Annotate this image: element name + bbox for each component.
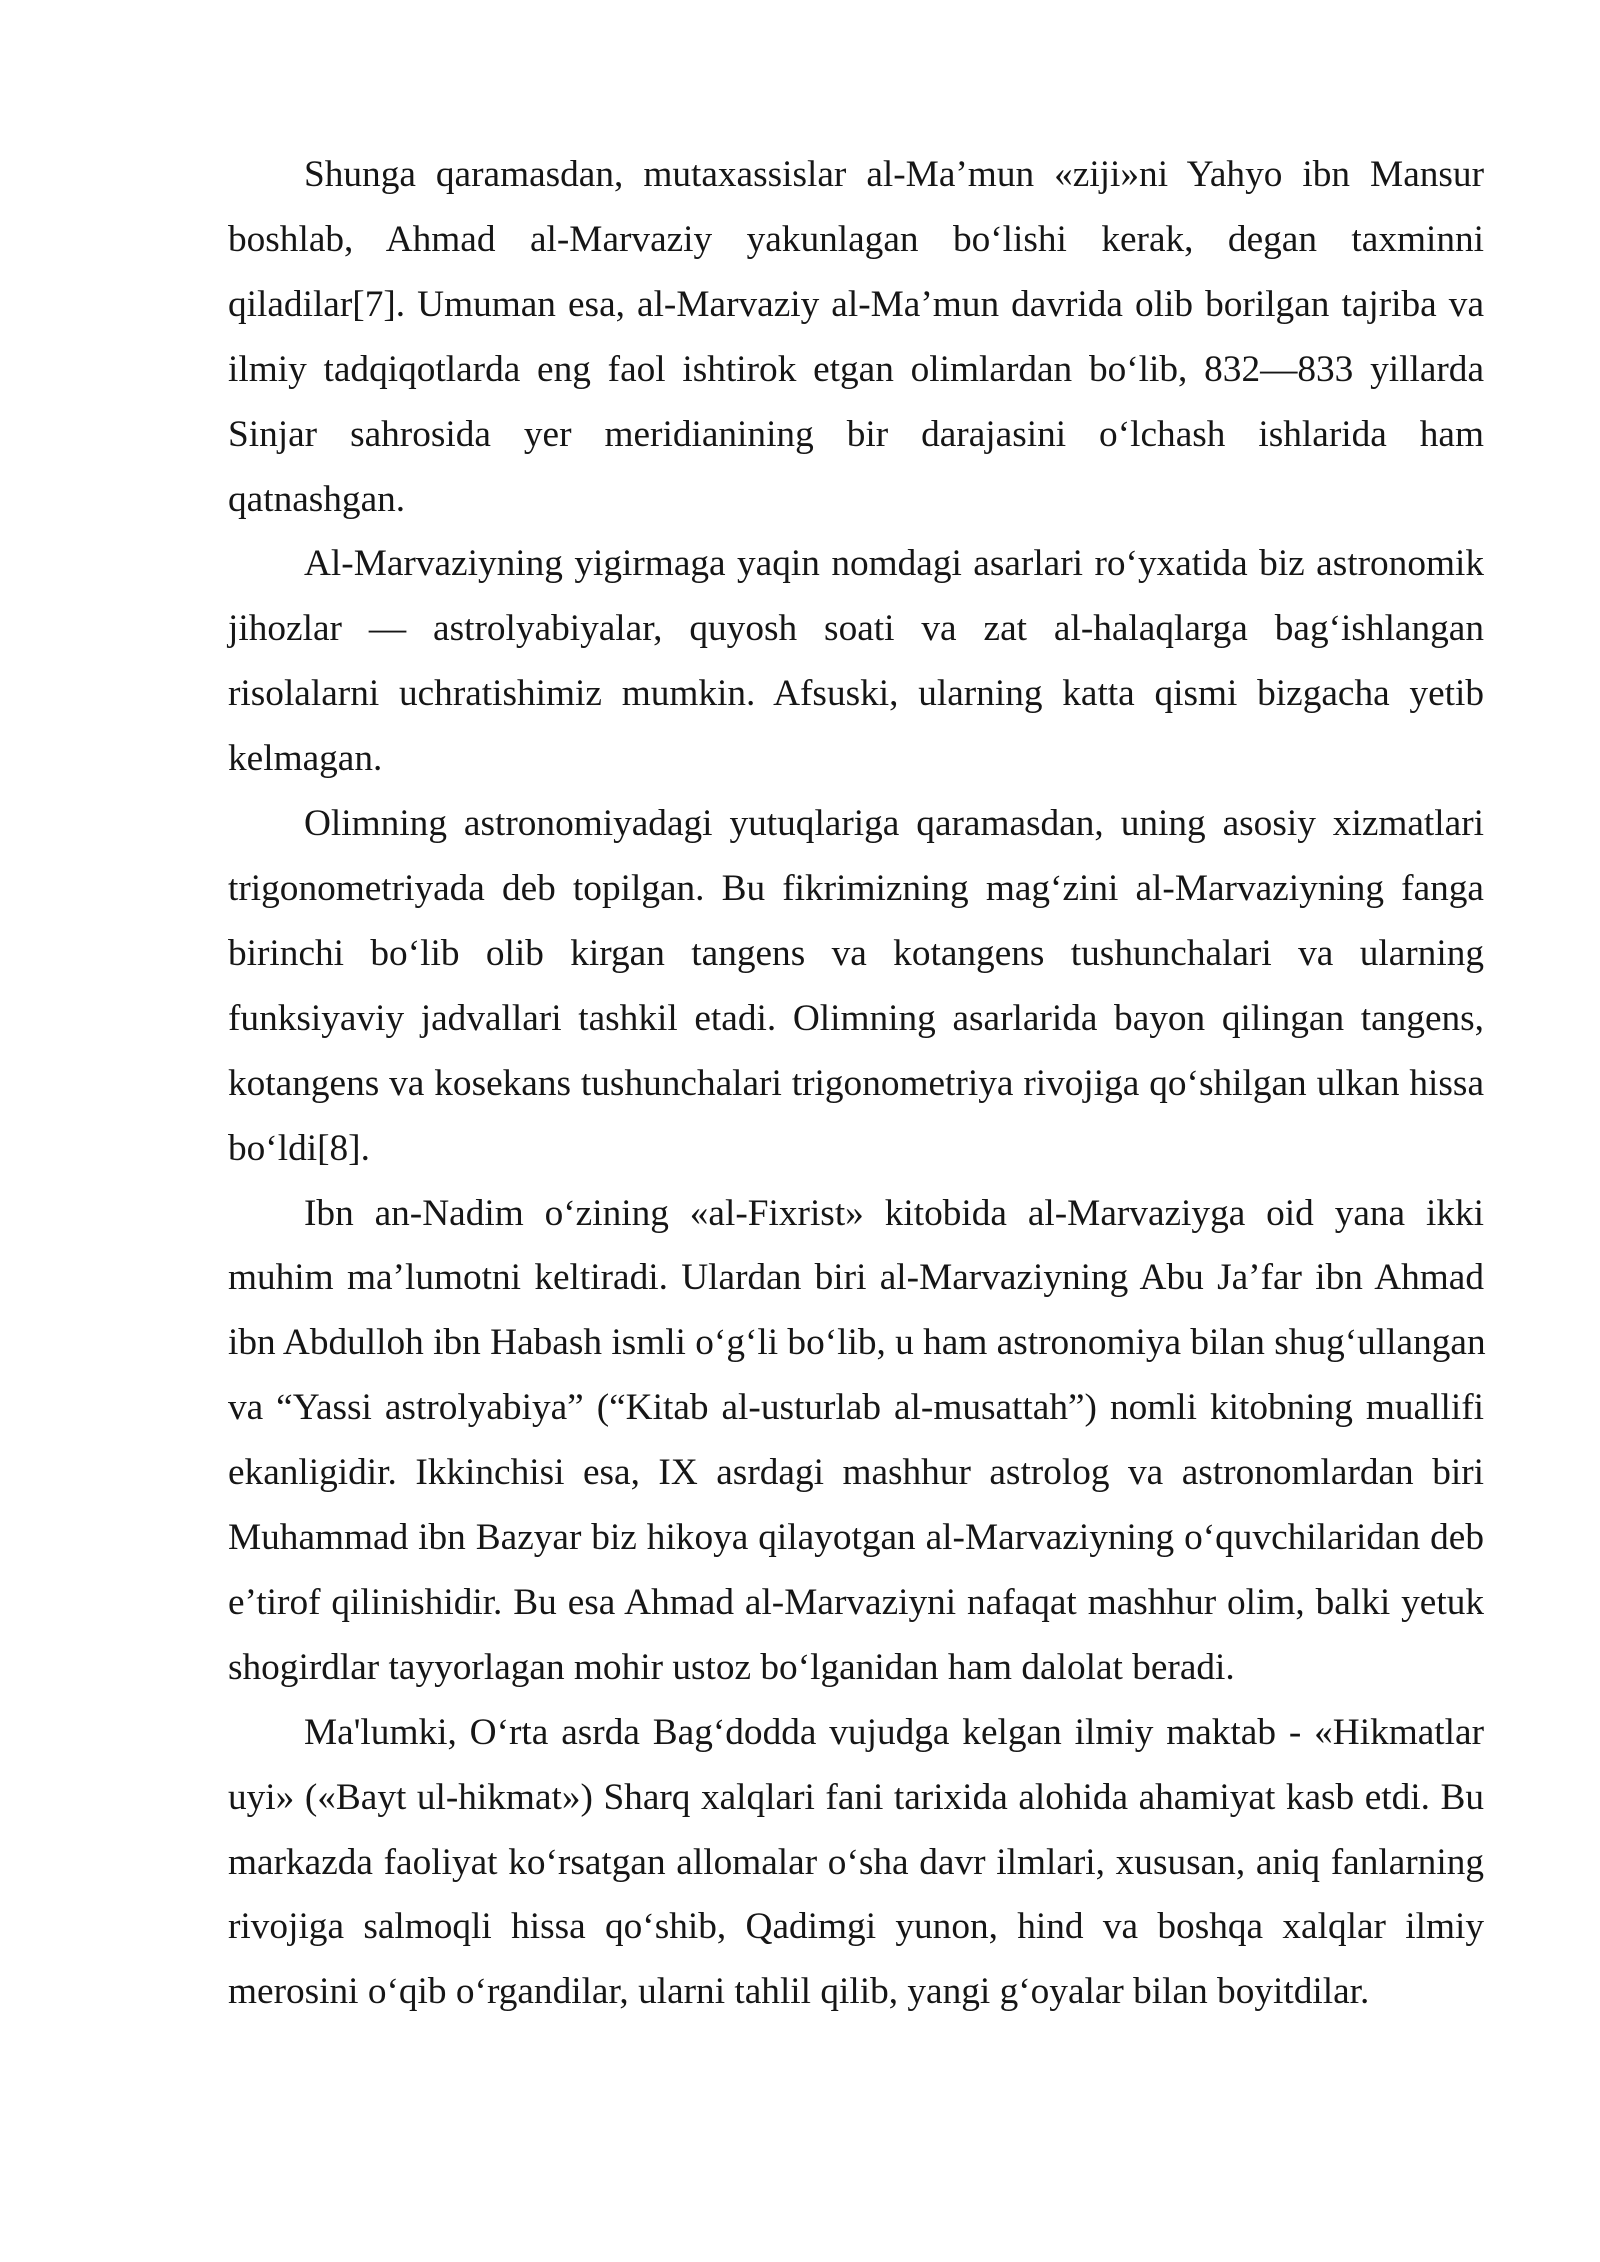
text-line: Ibn an-Nadim o‘zining «al-Fixrist» kitobida al-Marvaziyga oid yana ikki (304, 1192, 1484, 1234)
text-line: ibn Abdulloh ibn Habash ismli o‘g‘li bo‘lib, u ham astronomiya bilan shug‘ullangan (228, 1322, 1486, 1364)
text-line: uyi» («Bayt ul-hikmat») Sharq xalqlari fani tarixida alohida ahamiyat kasb etdi. Bu (228, 1776, 1484, 1818)
text-line: funksiyaviy jadvallari tashkil etadi. Olimning asarlarida bayon qilingan tangens, (228, 997, 1484, 1039)
text-line: birinchi bo‘lib olib kirgan tangens va kotangens tushunchalari va ularning (228, 932, 1484, 974)
paragraph (228, 143, 1484, 532)
text-line: kelmagan. (228, 738, 383, 780)
text-line: va “Yassi astrolyabiya” (“Kitab al-usturlab al-musattah”) nomli kitobning muallifi (228, 1387, 1484, 1429)
paragraph (228, 1182, 1484, 1701)
text-line: risolalarni uchratishimiz mumkin. Afsuski, ularning katta qismi bizgacha yetib (228, 673, 1484, 715)
text-line: ilmiy tadqiqotlarda eng faol ishtirok etgan olimlardan bo‘lib, 832—833 yillarda (228, 348, 1484, 390)
text-line: merosini o‘qib o‘rgandilar, ularni tahlil qilib, yangi g‘oyalar bilan boyitdilar. (228, 1971, 1370, 2013)
paragraph (228, 532, 1484, 792)
text-line: Shunga qaramasdan, mutaxassislar al-Ma’mun «ziji»ni Yahyo ibn Mansur (304, 154, 1484, 195)
text-line: ekanligidir. Ikkinchisi esa, IX asrdagi mashhur astrolog va astronomlardan biri (228, 1452, 1484, 1494)
text-line: qatnashgan. (228, 478, 406, 520)
text-line: Sinjar sahrosida yer meridianining bir darajasini o‘lchash ishlarida ham (228, 413, 1484, 455)
text-line: e’tirof qilinishidir. Bu esa Ahmad al-Marvaziyni nafaqat mashhur olim, balki yetuk (228, 1581, 1484, 1623)
text-line: bo‘ldi[8]. (228, 1127, 370, 1169)
text-line: markazda faoliyat ko‘rsatgan allomalar o‘sha davr ilmlari, xususan, aniq fanlarning (228, 1841, 1484, 1883)
paragraph (228, 792, 1484, 1181)
text-line: Ma'lumki, O‘rta asrda Bag‘dodda vujudga kelgan ilmiy maktab - «Hikmatlar (304, 1711, 1484, 1753)
text-line: Al-Marvaziyning yigirmaga yaqin nomdagi asarlari ro‘yxatida biz astronomik (304, 543, 1484, 585)
text-line: Olimning astronomiyadagi yutuqlariga qaramasdan, uning asosiy xizmatlari (304, 803, 1484, 845)
text-line: rivojiga salmoqli hissa qo‘shib, Qadimgi yunon, hind va boshqa xalqlar ilmiy (228, 1906, 1484, 1948)
text-line: trigonometriyada deb topilgan. Bu fikrimizning mag‘zini al-Marvaziyning fanga (228, 867, 1484, 909)
paragraph (228, 1701, 1484, 2026)
text-line: kotangens va kosekans tushunchalari trigonometriya rivojiga qo‘shilgan ulkan hissa (228, 1062, 1484, 1104)
text-line: qiladilar[7]. Umuman esa, al-Marvaziy al-Ma’mun davrida olib borilgan tajriba va (228, 283, 1484, 325)
text-line: jihozlar — astrolyabiyalar, quyosh soati va zat al-halaqlarga bag‘ishlangan (228, 608, 1484, 650)
text-line: shogirdlar tayyorlagan mohir ustoz bo‘lganidan ham dalolat beradi. (228, 1646, 1235, 1688)
text-line: boshlab, Ahmad al-Marvaziy yakunlagan bo‘lishi kerak, degan taxminni (228, 218, 1484, 260)
text-line: Muhammad ibn Bazyar biz hikoya qilayotgan al-Marvaziyning o‘quvchilaridan deb (228, 1517, 1484, 1559)
document-body (228, 143, 1484, 2025)
text-line: muhim ma’lumotni keltiradi. Ulardan biri al-Marvaziyning Abu Ja’far ibn Ahmad (228, 1257, 1484, 1299)
